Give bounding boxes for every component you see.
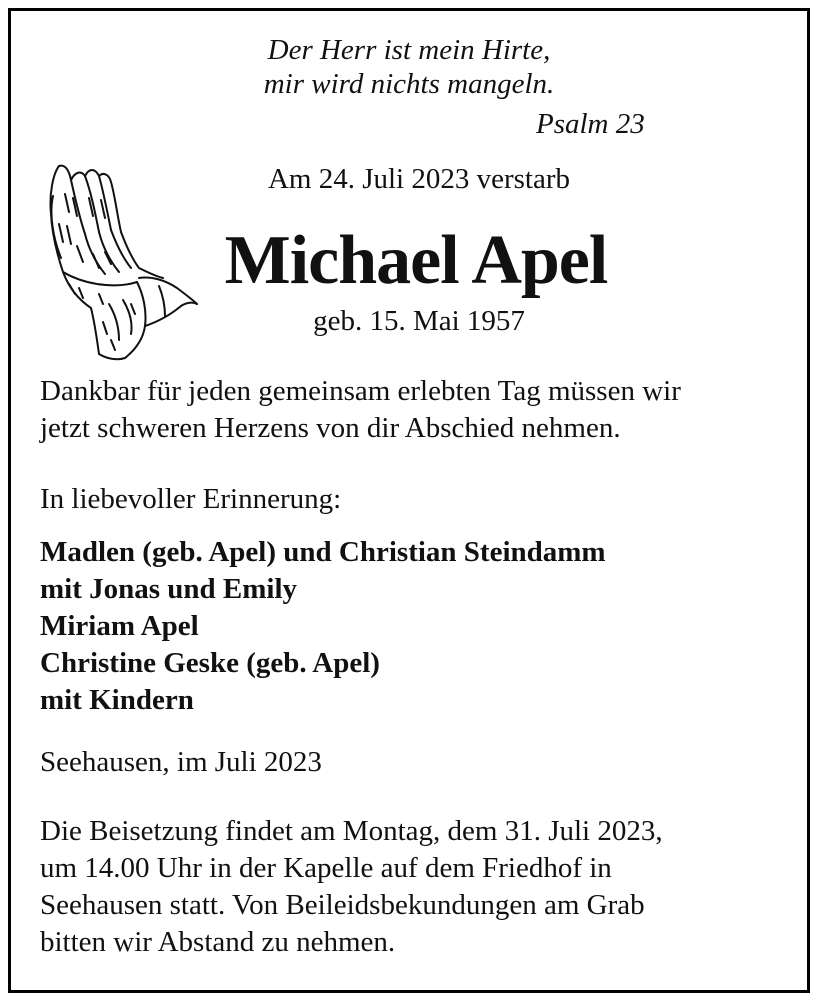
- funeral-line: Die Beisetzung findet am Montag, dem 31. Juli 2023,: [40, 815, 663, 847]
- psalm-source: Psalm 23: [536, 108, 645, 140]
- birth-date: geb. 15. Mai 1957: [313, 305, 525, 337]
- funeral-paragraph: [40, 813, 787, 961]
- mourners-list: [40, 534, 787, 719]
- psalm-line-2: mir wird nichts mangeln.: [263, 68, 555, 100]
- mourner-line: Christine Geske (geb. Apel): [40, 647, 380, 679]
- mourner-line: Miriam Apel: [40, 610, 199, 642]
- funeral-line: um 14.00 Uhr in der Kapelle auf dem Friedhof in: [40, 852, 612, 884]
- place-date: Seehausen, im Juli 2023: [40, 746, 322, 778]
- mourner-line: Madlen (geb. Apel) und Christian Steindamm: [40, 536, 606, 568]
- intro-line: jetzt schweren Herzens von dir Abschied nehmen.: [40, 412, 621, 444]
- funeral-line: bitten wir Abstand zu nehmen.: [40, 926, 396, 958]
- memory-heading: In liebevoller Erinnerung:: [40, 483, 342, 515]
- psalm-line-1: Der Herr ist mein Hirte,: [267, 34, 551, 66]
- obituary-notice: [8, 8, 810, 993]
- deceased-name: Michael Apel: [224, 222, 608, 299]
- death-date: Am 24. Juli 2023 verstarb: [267, 163, 571, 195]
- funeral-line: Seehausen statt. Von Beileidsbekundungen am Grab: [40, 889, 645, 921]
- mourner-line: mit Kindern: [40, 684, 194, 716]
- mourner-line: mit Jonas und Emily: [40, 573, 298, 605]
- intro-line: Dankbar für jeden gemeinsam erlebten Tag müssen wir: [40, 375, 681, 407]
- intro-paragraph: [40, 373, 787, 447]
